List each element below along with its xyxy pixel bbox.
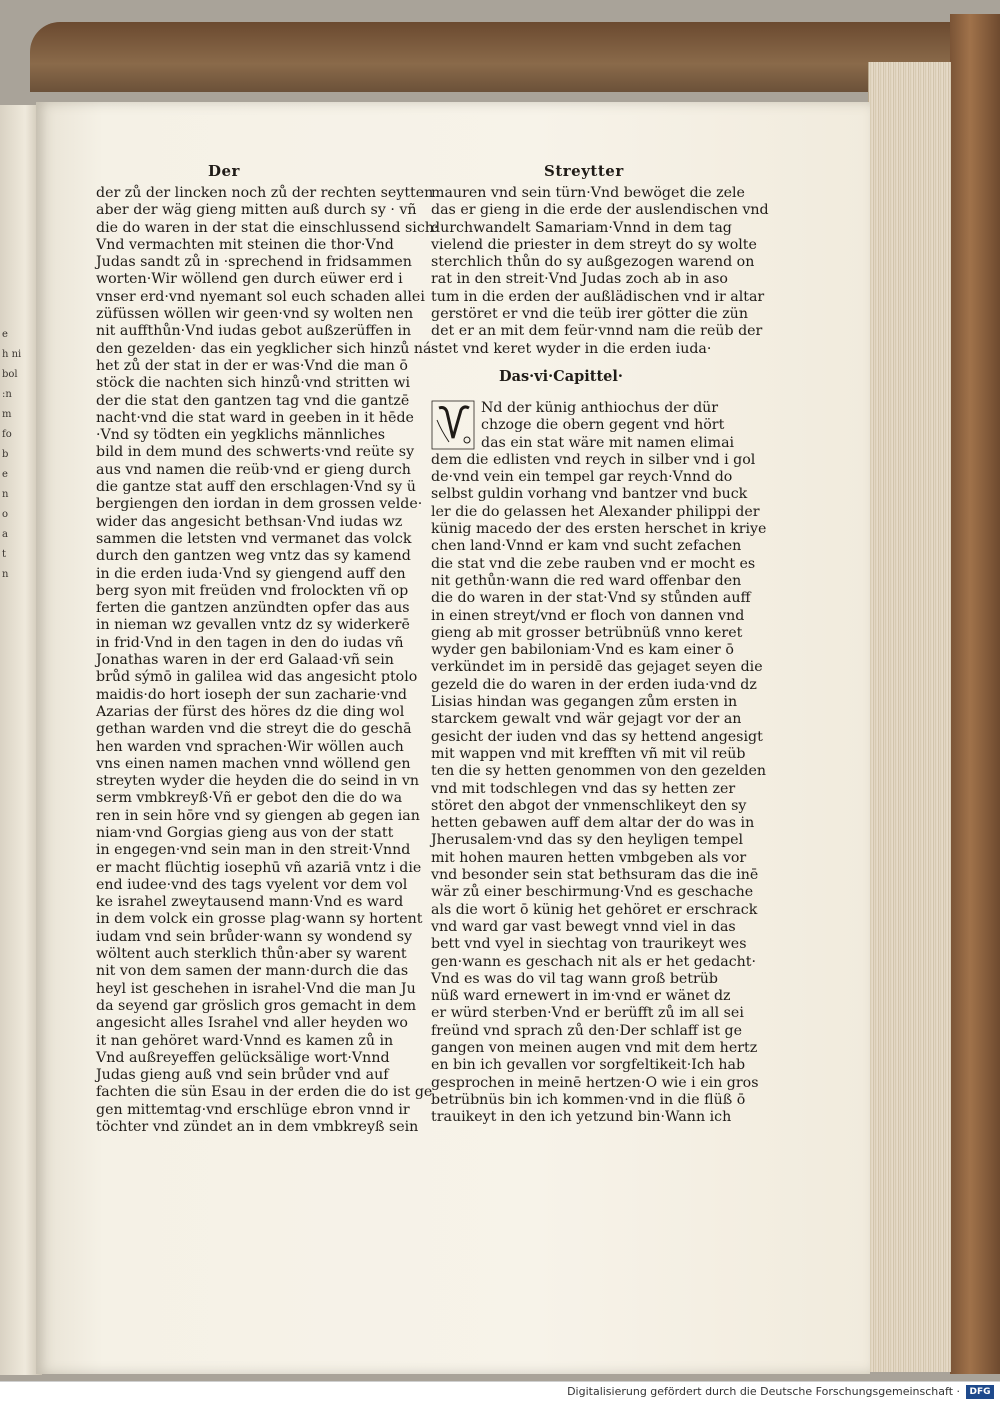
facing-page-text: e h ni bol :n m fo b e n o a t n [2, 329, 22, 580]
text-line: in einen streyt/vnd er floch von dannen vnd [431, 607, 745, 624]
text-line: in dem volck ein grosse plag·wann sy hortent [96, 911, 423, 928]
text-line: mit hohen mauren hetten vmbgeben als vor [431, 849, 747, 866]
text-line: Lisias hindan was gegangen zům ersten in [431, 694, 738, 711]
text-line: fachten die sün Esau in der erden die do ist ge [96, 1084, 433, 1101]
text-line: gen·wann es geschach nit als er het gedacht· [431, 953, 757, 970]
text-line: bett vnd vyel in siechtag von traurikeyt wes [431, 936, 747, 953]
text-line: in engegen·vnd sein man in den streit·Vnnd [96, 842, 411, 859]
text-line: ferten die gantzen anzündten opfer das aus [96, 600, 410, 617]
text-line: gangen von meinen augen vnd mit dem hertz [431, 1039, 758, 1056]
text-line: die stat vnd die zebe rauben vnd er mocht es [431, 555, 756, 572]
text-line: der die stat den gantzen tag vnd die gantzē [96, 392, 410, 409]
text-line: Jonathas waren in der erd Galaad·vñ sein [96, 652, 394, 669]
text-line: streyten wyder die heyden die do seind in vn [96, 773, 419, 790]
text-column-right-top [431, 185, 769, 358]
text-line: die gantze stat auff den erschlagen·Vnd sy ü [96, 479, 416, 496]
text-line: nit von dem samen der mann·durch die das [96, 963, 409, 980]
text-line: verkündet im in persidē das gejaget seyen die [431, 659, 763, 676]
text-line: sterchlich thůn do sy außgezogen warend on [431, 254, 755, 271]
text-line: nüß ward ernewert in im·vnd er wänet dz [431, 988, 731, 1005]
text-line: den gezelden· das ein yegklicher sich hinzů ná [96, 340, 432, 357]
running-head-left: Der [208, 162, 240, 180]
text-line: gesprochen in meinē hertzen·O wie i ein gros [431, 1074, 759, 1091]
text-line: det er an mit dem feür·vnnd nam die reüb der [431, 323, 763, 340]
text-line: starckem gewalt vnd wär gejagt vor der an [431, 711, 742, 728]
text-line: de·vnd vein ein tempel gar reych·Vnnd do [431, 469, 733, 486]
text-line: vns einen namen machen vnnd wöllend gen [96, 755, 411, 772]
text-line: chzoge die obern gegent vnd hört [481, 417, 725, 434]
text-line: in die erden iuda·Vnd sy giengend auff den [96, 565, 406, 582]
text-line: maidis·do hort ioseph der sun zacharie·vnd [96, 686, 407, 703]
text-line: vnd besonder sein stat bethsuram das die inē [431, 867, 759, 884]
book-top-edge [30, 22, 980, 92]
text-line: aus vnd namen die reüb·vnd er gieng durch [96, 461, 411, 478]
text-line: hen warden vnd sprachen·Wir wöllen auch [96, 738, 404, 755]
text-line: wöltent auch sterklich thůn·aber sy warent [96, 946, 407, 963]
text-line: gerstöret er vnd die teüb irer götter die zün [431, 306, 748, 323]
text-line: ren in sein hōre vnd sy giengen ab gegen ian [96, 807, 420, 824]
text-line: nit gethůn·wann die red ward offenbar den [431, 572, 742, 589]
text-line: nit auffthůn·Vnd iudas gebot außzerüffen in [96, 323, 412, 340]
text-line: it nan gehöret ward·Vnnd es kamen zů in [96, 1032, 394, 1049]
text-line: gen mittemtag·vnd erschlüge ebron vnnd ir [96, 1101, 410, 1118]
text-line: wär zů einer beschirmung·Vnd es geschache [431, 884, 754, 901]
text-line: durch den gantzen weg vntz das sy kamend [96, 548, 411, 565]
text-line: angesicht alles Israhel vnd aller heyden wo [96, 1015, 408, 1032]
text-line: iudam vnd sein brůder·wann sy wondend sy [96, 928, 413, 945]
text-line: Vnd es was do vil tag wann groß betrüb [431, 970, 718, 987]
text-line: berg syon mit freüden vnd frolockten vñ op [96, 582, 409, 599]
text-line: wider das angesicht bethsan·Vnd iudas wz [96, 513, 403, 530]
text-line: mit wappen vnd mit krefften vñ mit vil reüb [431, 745, 746, 762]
text-line: er würd sterben·Vnd er berüfft zů im all sei [431, 1005, 744, 1022]
text-line: gezeld die do waren in der erden iuda·vnd dz [431, 676, 757, 693]
text-line: künig macedo der des ersten herschet in kriye [431, 521, 767, 538]
text-line: züfüssen wöllen wir geen·vnd sy wolten nen [96, 306, 414, 323]
text-line: er macht flüchtig iosephū vñ azariā vntz i die [96, 859, 422, 876]
text-line: ler die do gelassen het Alexander philippi der [431, 503, 760, 520]
book-page [36, 102, 870, 1374]
text-column-left [96, 185, 439, 1136]
text-line: heyl ist geschehen in israhel·Vnd die man Ju [96, 980, 416, 997]
text-line: ·Vnd sy tödten ein yegklichs männliches [96, 427, 386, 444]
text-line: dem die edlisten vnd reych in silber vnd i gol [431, 451, 756, 468]
text-line: da seyend gar gröslich gros gemacht in dem [96, 997, 417, 1014]
text-line: vnser erd·vnd nyemant sol euch schaden allei [96, 288, 425, 305]
text-column-right-chapter [431, 400, 767, 1126]
footer-credit: Digitalisierung gefördert durch die Deutsche Forschungsgemeinschaft · [567, 1385, 960, 1398]
text-line: Judas gieng auß vnd sein brůder vnd auf [96, 1067, 389, 1084]
text-line: Azarias der fürst des höres dz die ding wol [96, 703, 405, 720]
text-line: rat in den streit·Vnd Judas zoch ab in aso [431, 271, 728, 288]
running-head-right: Streytter [544, 162, 624, 180]
text-line: stöck die nachten sich hinzů·vnd stritten wi [96, 375, 411, 392]
text-line: worten·Wir wöllend gen durch eüwer erd i [96, 271, 403, 288]
text-line: der zů der lincken noch zů der rechten seytten [96, 185, 434, 201]
text-line: Judas sandt zů in ·sprechend in fridsammen [96, 254, 412, 271]
text-line: aber der wäg gieng mitten auß durch sy · vñ [96, 202, 417, 219]
text-line: vnd mit todschlegen vnd das sy hetten zer [431, 780, 736, 797]
text-line: brůd sýmō in galilea wid das angesicht ptolo [96, 669, 418, 686]
text-line: sammen die letsten vnd vermanet das volck [96, 530, 412, 547]
text-line: durchwandelt Samariam·Vnnd in dem tag [431, 219, 732, 236]
footer-bar [0, 1381, 1000, 1402]
text-line: betrübnüs bin ich kommen·vnd in die flüß ō [431, 1091, 746, 1108]
text-line: serm vmbkreyß·Vñ er gebot den die do wa [96, 790, 403, 807]
text-line: stet vnd keret wyder in die erden iuda· [431, 340, 712, 357]
text-line: nacht·vnd die stat ward in geeben in it hēde [96, 409, 414, 426]
text-line: das ein stat wäre mit namen elimai [481, 434, 735, 451]
text-line: das er gieng in die erde der auslendischen vnd [431, 202, 769, 219]
text-line: wyder gen babiloniam·Vnd es kam einer ō [431, 642, 734, 659]
text-line: gesicht der iuden vnd das sy hettend angesigt [431, 728, 763, 745]
text-line: bergiengen den iordan in dem grossen velde· [96, 496, 423, 513]
text-line: hetten gebawen auff dem altar der do was in [431, 815, 755, 832]
text-line: vielend die priester in dem streyt do sy wolte [431, 236, 757, 253]
text-line: die do waren in der stat die einschlussend sich· [96, 219, 439, 236]
text-line: als die wort ō künig het gehöret er erschrack [431, 901, 758, 918]
chapter-heading: Das·vi·Capittel· [499, 368, 623, 385]
text-line: freünd vnd sprach zů den·Der schlaff ist ge [431, 1022, 743, 1039]
text-line: tum in die erden der außlädischen vnd ir altar [431, 288, 765, 305]
text-line: Vnd vermachten mit steinen die thor·Vnd [96, 236, 394, 253]
dfg-logo: DFG [966, 1385, 994, 1399]
text-line: het zů der stat in der er was·Vnd die man ō [96, 357, 408, 374]
text-line: en bin ich gevallen vor sorgfeltikeit·Ich hab [431, 1057, 746, 1074]
text-line: die do waren in der stat·Vnd sy stůnden auff [431, 590, 751, 607]
text-line: mauren vnd sein türn·Vnd bewöget die zele [431, 185, 745, 201]
text-line: gethan warden vnd die streyt die do geschā [96, 721, 412, 738]
text-line: trauikeyt in den ich yetzund bin·Wann ich [431, 1109, 732, 1126]
text-line: ten die sy hetten genommen von den gezelden [431, 763, 766, 780]
text-line: niam·vnd Gorgias gieng aus von der statt [96, 824, 394, 841]
page-fore-edge [868, 62, 951, 1372]
text-line: störet den abgot der vnmenschlikeyt den sy [431, 797, 747, 814]
text-line: bild in dem mund des schwerts·vnd reüte sy [96, 444, 415, 461]
text-line: Jherusalem·vnd das sy den heyligen tempel [431, 832, 744, 849]
text-line: in nieman wz gevallen vntz dz sy widerkerē [96, 617, 410, 634]
text-line: ke israhel zweytausend mann·Vnd es ward [96, 894, 404, 911]
book-cover-board [950, 14, 1000, 1374]
text-line: end iudee·vnd des tags vyelent vor dem vol [96, 876, 408, 893]
text-line: chen land·Vnnd er kam vnd sucht zefachen [431, 538, 742, 555]
text-line: vnd ward gar vast bewegt vnnd viel in das [431, 918, 736, 935]
text-line: Vnd außreyeffen gelücksälige wort·Vnnd [96, 1049, 390, 1066]
text-line: gieng ab mit grosser betrübnüß vnno keret [431, 624, 743, 641]
text-line: Nd der künig anthiochus der dür [481, 400, 719, 416]
text-line: selbst guldin vorhang vnd bantzer vnd buck [431, 486, 748, 503]
text-line: in frid·Vnd in den tagen in den do iudas vñ [96, 634, 404, 651]
text-line: töchter vnd zündet an in dem vmbkreyß sein [96, 1119, 419, 1136]
